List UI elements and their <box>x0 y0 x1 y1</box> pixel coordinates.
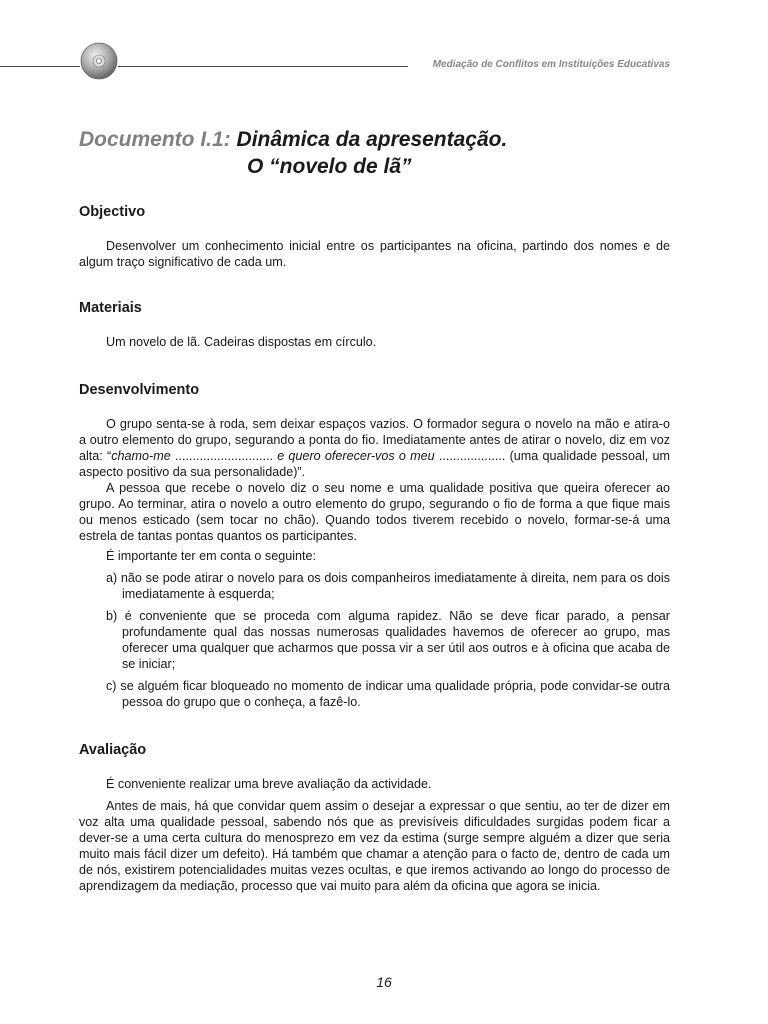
cd-disc-icon <box>80 42 118 80</box>
avaliacao-paragraph-2: Antes de mais, há que convidar quem assim o desejar a expressar o que sentiu, ao ter de dizer em voz alta uma qualidade pessoal, sabendo nós que as previsíveis dificuldades surgidas podem ficar a dever-se a uma certa cultura do menosprezo em vez da estima (surge sempre alguém a dizer que seria muito mais fácil dizer um defeito). Há também que chamar a atenção para o facto de, dentro de cada um de nós, existirem potencialidades muitas vezes ocultas, e que iremos activando ao longo do processo de aprendizagem da mediação, processo que vai muito para além da oficina que agora se inicia. <box>79 799 670 893</box>
list-item: a) não se pode atirar o novelo para os dois companheiros imediatamente à direita, nem para os dois imediatamente à esquerda; <box>106 571 670 601</box>
section-heading-objectivo: Objectivo <box>79 204 146 220</box>
page-number: 16 <box>376 974 392 990</box>
materiais-text: Um novelo de lã. Cadeiras dispostas em círculo. <box>106 335 377 349</box>
running-title: Mediação de Conflitos em Instituições Educativas <box>432 59 670 70</box>
objectivo-text: Desenvolver um conhecimento inicial entre os participantes na oficina, partindo dos nomes e de algum traço significativo de cada um. <box>79 239 670 269</box>
document-title-line2: O “novelo de lã” <box>247 155 412 178</box>
document-number: Documento I.1: <box>79 128 231 151</box>
avaliacao-paragraph-1: É conveniente realizar uma breve avaliação da actividade. <box>106 777 432 791</box>
p1-italic-chamo: chamo-me <box>111 449 171 463</box>
document-title <box>79 126 508 178</box>
header-rule-left <box>0 66 80 67</box>
document-title-line1: Dinâmica da apresentação. <box>236 128 508 151</box>
p1-dots-1: ............................ <box>170 449 278 463</box>
list-item: b) é conveniente que se proceda com alguma rapidez. Não se deve ficar parado, a pensar profundamente qual das nossas numerosas qualidades havemos de oferecer ao grupo, mas oferecer uma qualquer que acharmos que possa vir a ser útil aos outros e à oficina que acaba de se iniciar; <box>106 609 670 671</box>
header-rule <box>118 66 408 67</box>
p1-italic-quero: e quero oferecer-vos o meu <box>277 449 435 463</box>
document-body <box>79 202 670 894</box>
section-heading-avaliacao: Avaliação <box>79 742 147 758</box>
considerations-list <box>79 570 670 710</box>
section-heading-desenvolvimento: Desenvolvimento <box>79 382 200 398</box>
p1-start: O grupo senta-se à roda, sem deixar espaços vazios. O formador segura o novelo na mão e atira-o a outro elemento do grupo, segurando a ponta do fio. Imediatamente antes de atirar o novelo, diz em voz alta: “ <box>79 417 670 463</box>
desenvolvimento-paragraph-1 <box>79 416 670 480</box>
section-heading-materiais: Materiais <box>79 300 142 316</box>
p1-dots-2: ................... <box>434 449 506 463</box>
list-item: c) se alguém ficar bloqueado no momento de indicar uma qualidade própria, pode convidar-se outra pessoa do grupo que o conheça, a fazê-lo. <box>106 679 670 709</box>
desenvolvimento-paragraph-2: A pessoa que recebe o novelo diz o seu nome e uma qualidade positiva que queira oferecer ao grupo. Ao terminar, atira o novelo a outro elemento do grupo, segurando o fio de forma a que fique mais ou menos esticado (sem tocar no chão). Quando todos tiverem recebido o novelo, formar-se-á uma estrela de tantas pontas quantos os participantes. <box>79 481 670 543</box>
p1-end: (uma qualidade pessoal, um aspecto positivo da sua personalidade)”. <box>79 449 671 479</box>
desenvolvimento-paragraph-3: É importante ter em conta o seguinte: <box>106 549 317 563</box>
